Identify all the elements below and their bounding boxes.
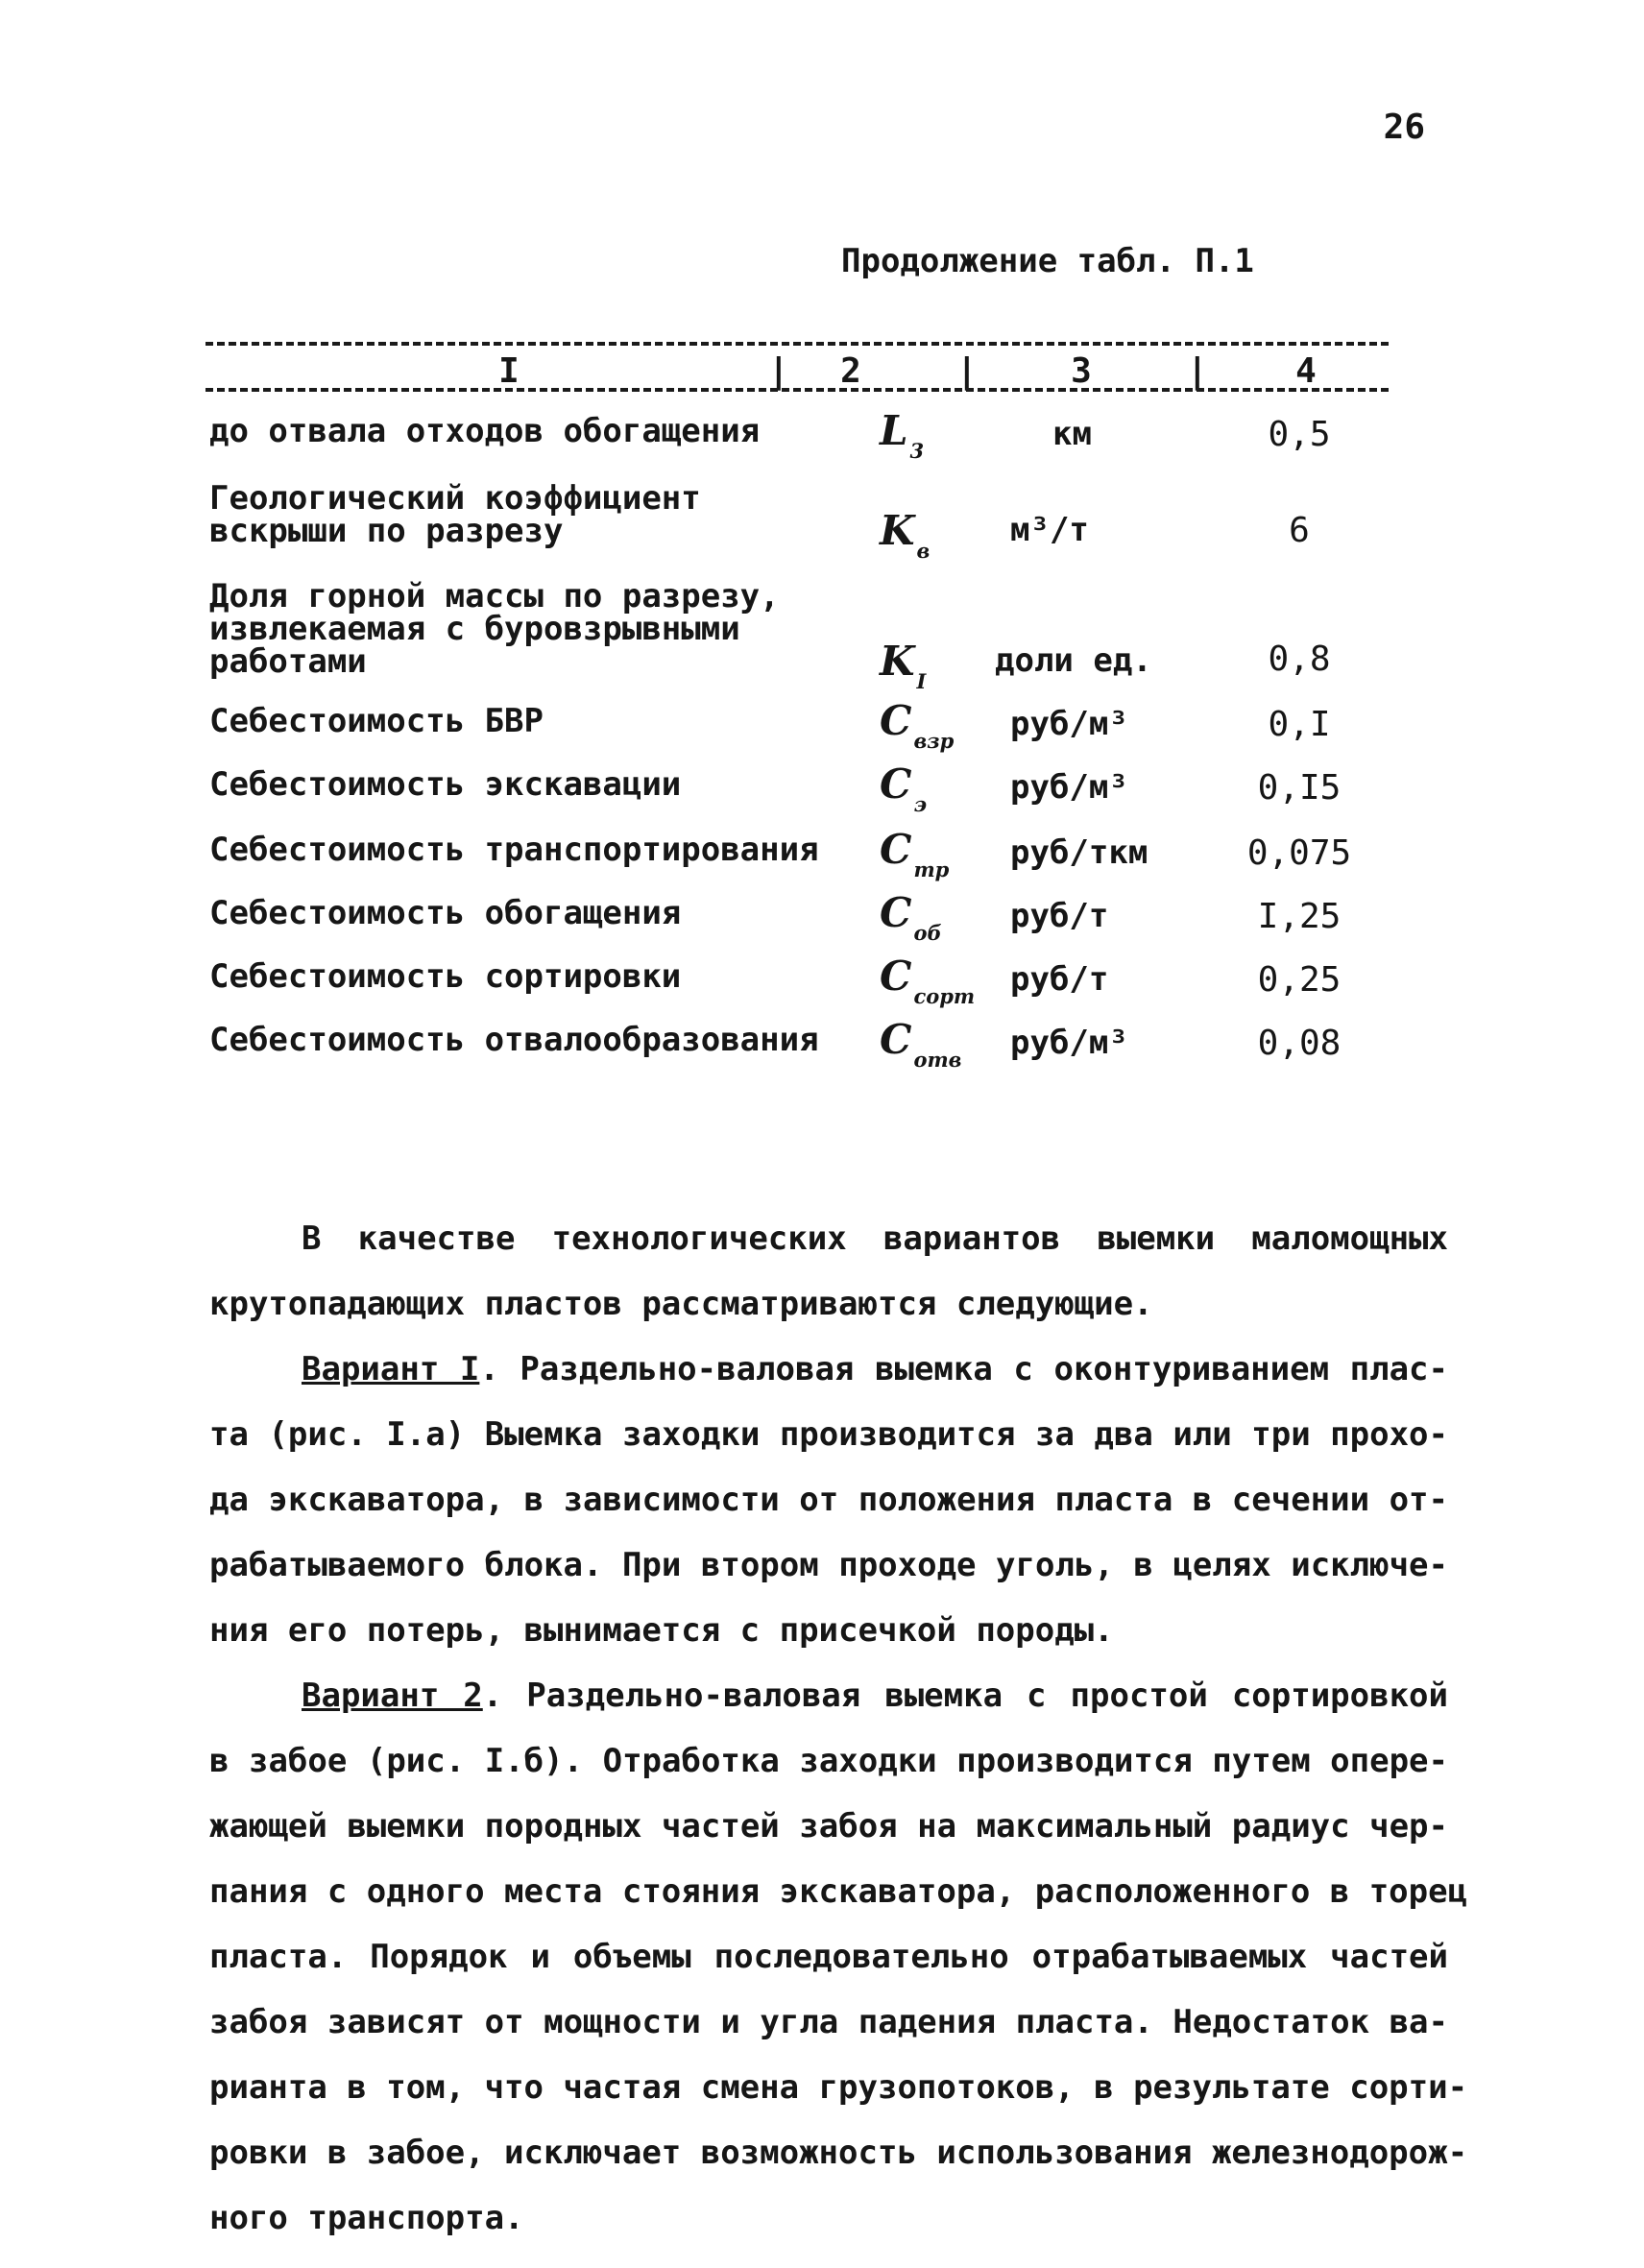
row-name: Себестоимость сортировки: [209, 957, 682, 996]
row-name: Доля горной массы по разрезу, извлекаемая с буровзрывными работами: [209, 577, 780, 681]
column-header-4: 4: [1295, 351, 1317, 391]
column-header-3: 3: [1071, 351, 1092, 391]
variant-1-label: Вариант I: [302, 1350, 480, 1388]
text-line: ния его потерь, вынимается с присечкой породы.: [209, 1611, 1114, 1650]
row-name: до отвала отходов обогащения: [209, 412, 761, 450]
row-unit: руб/т: [1010, 897, 1109, 935]
row-unit: руб/м³: [1010, 705, 1128, 743]
text-line: рианта в том, что частая смена грузопотоков, в результате сорти-: [209, 2068, 1468, 2107]
text-line: рабатываемого блока. При втором проходе уголь, в целях исключе-: [209, 1546, 1448, 1584]
row-symbol: $C_{сорт}$: [880, 953, 976, 1008]
table-caption: Продолжение табл. П.1: [841, 242, 1254, 280]
row-name: Себестоимость экскавации: [209, 765, 682, 804]
text-line: пания с одного места стояния экскаватора, расположенного в торец: [209, 1872, 1468, 1911]
text-line: та (рис. I.а) Выемка заходки производится за два или три прохо-: [209, 1415, 1448, 1454]
row-value: 0,25: [1257, 960, 1342, 1000]
text-line: Вариант 2. Раздельно-валовая выемка с простой сортировкой: [302, 1677, 1448, 1715]
text-line: ровки в забое, исключает возможность использования железнодорож-: [209, 2134, 1468, 2172]
row-name: Себестоимость транспортирования: [209, 831, 819, 869]
text-line: Вариант I. Раздельно-валовая выемка с оконтуриванием плас-: [302, 1350, 1448, 1388]
row-symbol: $K_I$: [880, 638, 927, 693]
row-value: 0,I5: [1257, 768, 1342, 808]
table-header-rule: [206, 388, 1389, 392]
row-value: 6: [1289, 511, 1310, 550]
row-unit: руб/м³: [1010, 1024, 1128, 1062]
page-number: 26: [1383, 108, 1425, 147]
variant-1-paragraph: [209, 1337, 1448, 1663]
intro-paragraph: [209, 1206, 1448, 1337]
row-unit: км: [1052, 415, 1092, 453]
row-symbol: $K_в$: [880, 507, 931, 563]
column-separator: |: [956, 351, 978, 391]
row-value: I,25: [1257, 897, 1342, 936]
row-symbol: $C_{взр}$: [880, 697, 955, 753]
row-value: 0,075: [1246, 833, 1352, 873]
row-value: 0,8: [1268, 639, 1331, 679]
table-top-rule: [206, 342, 1389, 346]
variant-2-label: Вариант 2: [302, 1677, 483, 1715]
row-value: 0,08: [1257, 1024, 1342, 1063]
row-symbol: $C_{об}$: [880, 889, 942, 945]
variant-2-paragraph: [209, 1663, 1468, 2251]
text-line: да экскаватора, в зависимости от положения пласта в сечении от-: [209, 1481, 1448, 1519]
row-symbol: $L_3$: [880, 407, 925, 463]
row-unit: руб/ткм: [1010, 833, 1148, 872]
column-separator: |: [768, 351, 789, 391]
row-name: Себестоимость обогащения: [209, 894, 682, 932]
column-separator: |: [1187, 351, 1208, 391]
row-symbol: $C_э$: [880, 760, 927, 816]
row-value: 0,I: [1268, 705, 1331, 744]
text-line: забоя зависят от мощности и угла падения пласта. Недостаток ва-: [209, 2003, 1448, 2041]
row-value: 0,5: [1268, 415, 1331, 454]
row-name: Геологический коэффициент вскрыши по разрезу: [209, 479, 701, 550]
row-unit: м³/т: [1010, 511, 1089, 549]
row-symbol: $C_{тр}$: [880, 826, 950, 881]
column-header-1: I: [498, 351, 520, 391]
text-line: ного транспорта.: [209, 2199, 524, 2237]
text-line: крутопадающих пластов рассматриваются следующие.: [209, 1285, 1153, 1323]
row-name: Себестоимость БВР: [209, 702, 544, 740]
column-header-2: 2: [840, 351, 861, 391]
row-unit: руб/м³: [1010, 768, 1128, 807]
row-unit: руб/т: [1010, 960, 1109, 999]
text-line: в забое (рис. I.б). Отработка заходки производится путем опере-: [209, 1742, 1448, 1780]
text-line: В качестве технологических вариантов выемки маломощных: [302, 1219, 1448, 1258]
row-symbol: $C_{отв}$: [880, 1016, 962, 1072]
text-line: жающей выемки породных частей забоя на максимальный радиус чер-: [209, 1807, 1448, 1846]
row-unit: доли ед.: [995, 641, 1152, 680]
text-line: пласта. Порядок и объемы последовательно отрабатываемых частей: [209, 1938, 1448, 1976]
row-name: Себестоимость отвалообразования: [209, 1021, 819, 1059]
